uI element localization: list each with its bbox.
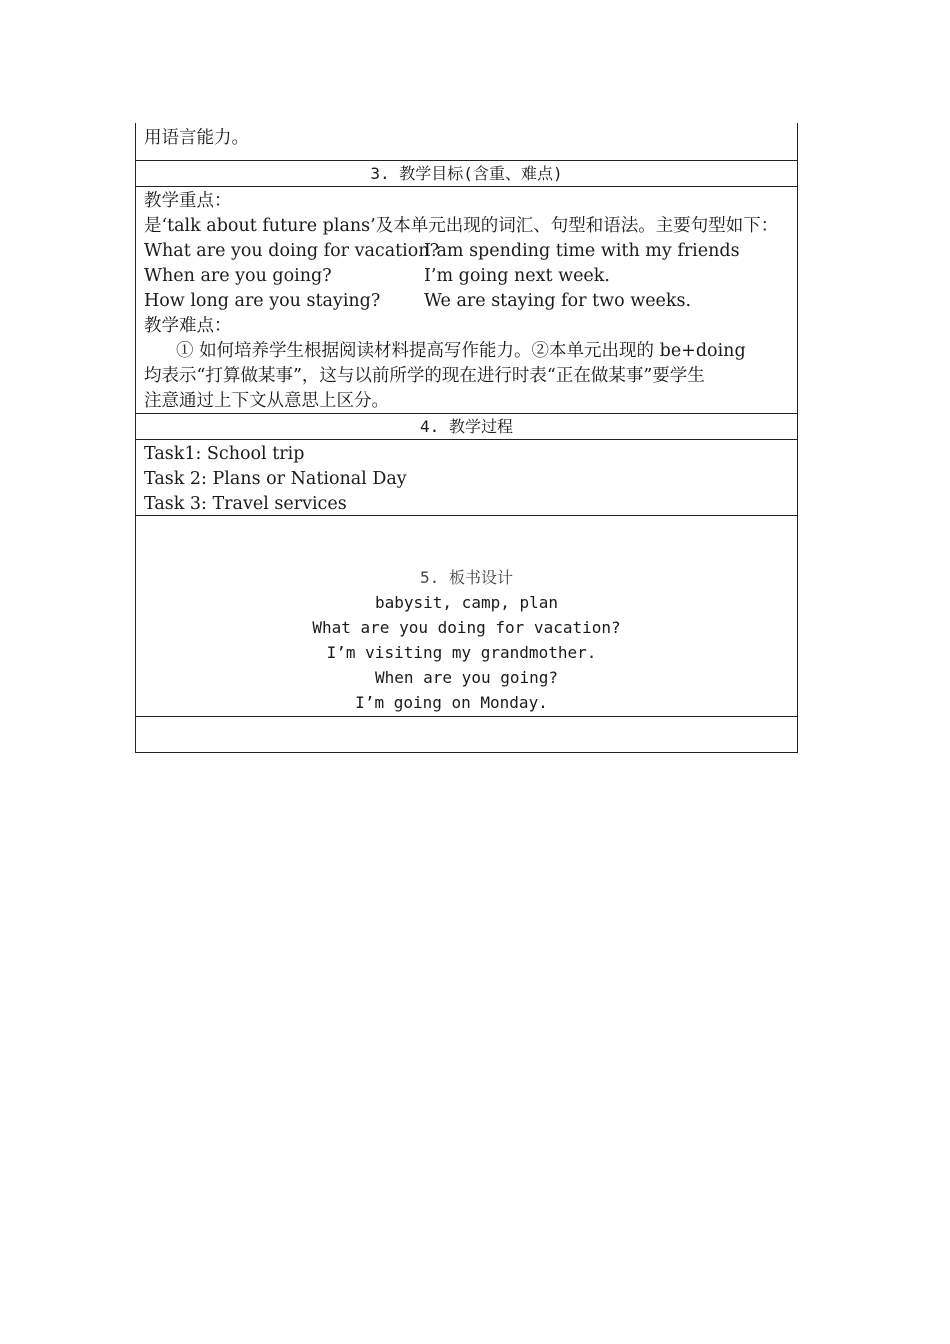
lesson-plan-table: [135, 123, 798, 753]
process-heading: 4. 教学过程: [420, 417, 513, 436]
sentence-pair: [144, 289, 789, 314]
board-line: I’m going on Monday.: [355, 693, 548, 712]
sentence-question: When are you going?: [144, 266, 332, 286]
sentence-question: What are you doing for vacation?: [144, 241, 439, 261]
focus-label: 教学重点：: [144, 191, 232, 211]
sentence-answer: We are staying for two weeks.: [424, 291, 692, 311]
task-item: Task1: School trip: [144, 444, 305, 464]
focus-text: 是‘talk about future plans’及本单元出现的词汇、句型和语法。主要句型如下：: [144, 216, 779, 236]
intro-tail-text: 用语言能力。: [144, 128, 249, 148]
board-line: When are you going?: [374, 668, 559, 687]
empty-row: [136, 716, 797, 752]
board-line: What are you doing for vacation?: [312, 618, 621, 637]
tasks-row: [136, 439, 797, 515]
process-heading-row: [136, 413, 797, 439]
task-item: Task 2: Plans or National Day: [144, 469, 407, 489]
sentence-question: How long are you staying?: [144, 291, 381, 311]
board-design-row: [136, 515, 797, 716]
board-heading: 5. 板书设计: [420, 568, 513, 587]
difficulty-label: 教学难点：: [144, 316, 232, 336]
goals-heading: 3. 教学目标(含重、难点): [370, 164, 563, 183]
sentence-answer: I am spending time with my friends: [424, 241, 740, 261]
intro-row: [136, 123, 797, 160]
difficulty-line: 均表示“打算做某事”，这与以前所学的现在进行时表“正在做某事”要学生: [144, 366, 705, 386]
task-item: Task 3: Travel services: [144, 494, 347, 514]
goals-heading-row: [136, 160, 797, 186]
goals-content-row: [136, 186, 797, 413]
sentence-pair: [144, 239, 789, 264]
sentence-pair: [144, 264, 789, 289]
sentence-answer: I’m going next week.: [424, 266, 610, 286]
difficulty-line: 注意通过上下文从意思上区分。: [144, 391, 389, 411]
difficulty-line: ① 如何培养学生根据阅读材料提高写作能力。②本单元出现的 be+doing: [176, 341, 746, 361]
board-line: babysit, camp, plan: [374, 593, 559, 612]
board-line: I’m visiting my grandmother.: [326, 643, 597, 662]
